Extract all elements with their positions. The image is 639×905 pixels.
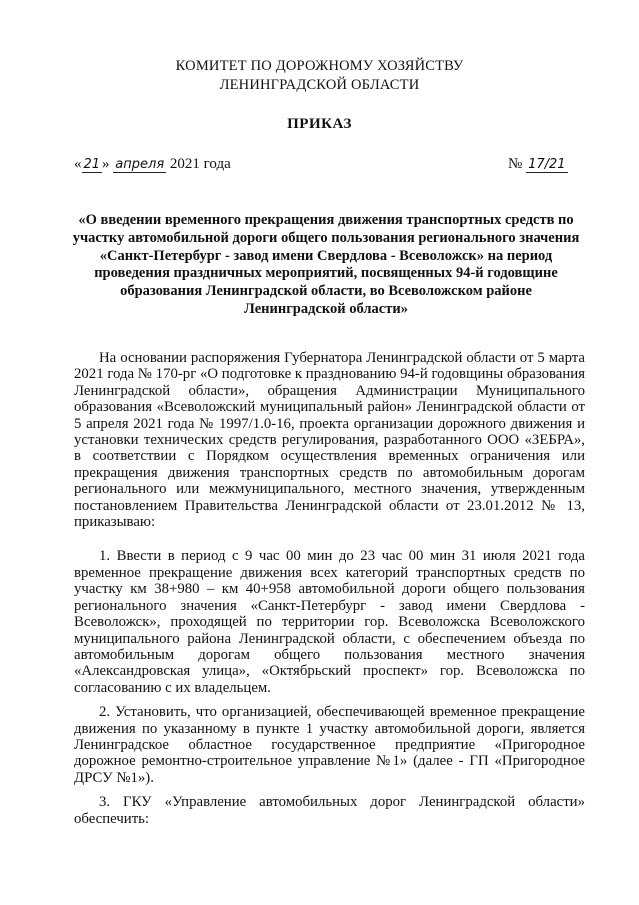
paragraph-item-2: 2. Установить, что организацией, обеспечивающей временное прекращение движения по указанному в пункте 1 участку автомобильной дороги, является Ленинградское областное государственное предприятие «Пригородное дорожное ремонтно-строительное управление №1» (далее - ГП «Пригородное ДРСУ №1»). [74,704,585,786]
paragraph-item-3: 3. ГКУ «Управление автомобильных дорог Ленинградской области» обеспечить: [74,794,585,827]
date-open-quote: « [74,156,82,172]
number-sign: № [508,156,523,172]
document-title: ПРИКАЗ [287,116,352,132]
paragraph-preamble: На основании распоряжения Губернатора Ленинградской области от 5 марта 2021 года № 170-рг «О подготовке к празднованию 94-й годовщины образования Ленинградской области», обращения Администрации Муниципального образования «Всеволожский муниципальный район» Ленинградской области от 5 апреля 2021 года № 1997/1.0-16, проекта организации дорожного движения и установки технических средств регулирования, разработанного ООО «ЗЕБРА», в соответствии с Порядком осуществления временных ограничения или прекращения движения транспортных средств по автомобильным дорогам регионального или межмуниципального, местного значения, утвержденным постановлением Правительства Ленинградской области от 23.01.2012 № 13, приказываю: [74,350,585,531]
number-value: 17/21 [528,157,566,172]
issuer-line-2: ЛЕНИНГРАДСКОЙ ОБЛАСТИ [219,77,420,93]
paragraph-item-1: 1. Ввести в период с 9 час 00 мин до 23 час 00 мин 31 июля 2021 года временное прекращение движения всех категорий транспортных средств по участку км 38+980 – км 40+958 автомобильной дороги общего пользования регионального значения «Санкт-Петербург - завод имени Свердлова - Всеволожск», проходящей по территории гор. Всеволожска Всеволожского муниципального района Ленинградской области, с обеспечением объезда по автомобильным дорогам общего пользования местного значения «Александровская улица», «Октябрьский проспект» гор. Всеволожска по согласованию с их владельцем. [74,548,585,696]
issuer-line-1: КОМИТЕТ ПО ДОРОЖНОМУ ХОЗЯЙСТВУ [175,58,464,74]
date-close-quote: » [102,156,110,172]
date-day: 21 [83,157,101,172]
order-body [74,350,585,827]
date-year: 2021 года [169,156,231,172]
issuer-header [0,57,639,95]
date-month: апреля [115,157,165,172]
order-date [74,156,231,173]
order-number [508,156,568,173]
order-subject: «О введении временного прекращения движения транспортных средств по участку автомобильной дороги общего пользования регионального значения «Санкт-Петербург - завод имени Свердлова - Всеволожск» на период проведения праздничных мероприятий, посвященных 94-й годовщине образования Ленинградской области, во Всеволожском районе Ленинградской области» [72,212,580,317]
